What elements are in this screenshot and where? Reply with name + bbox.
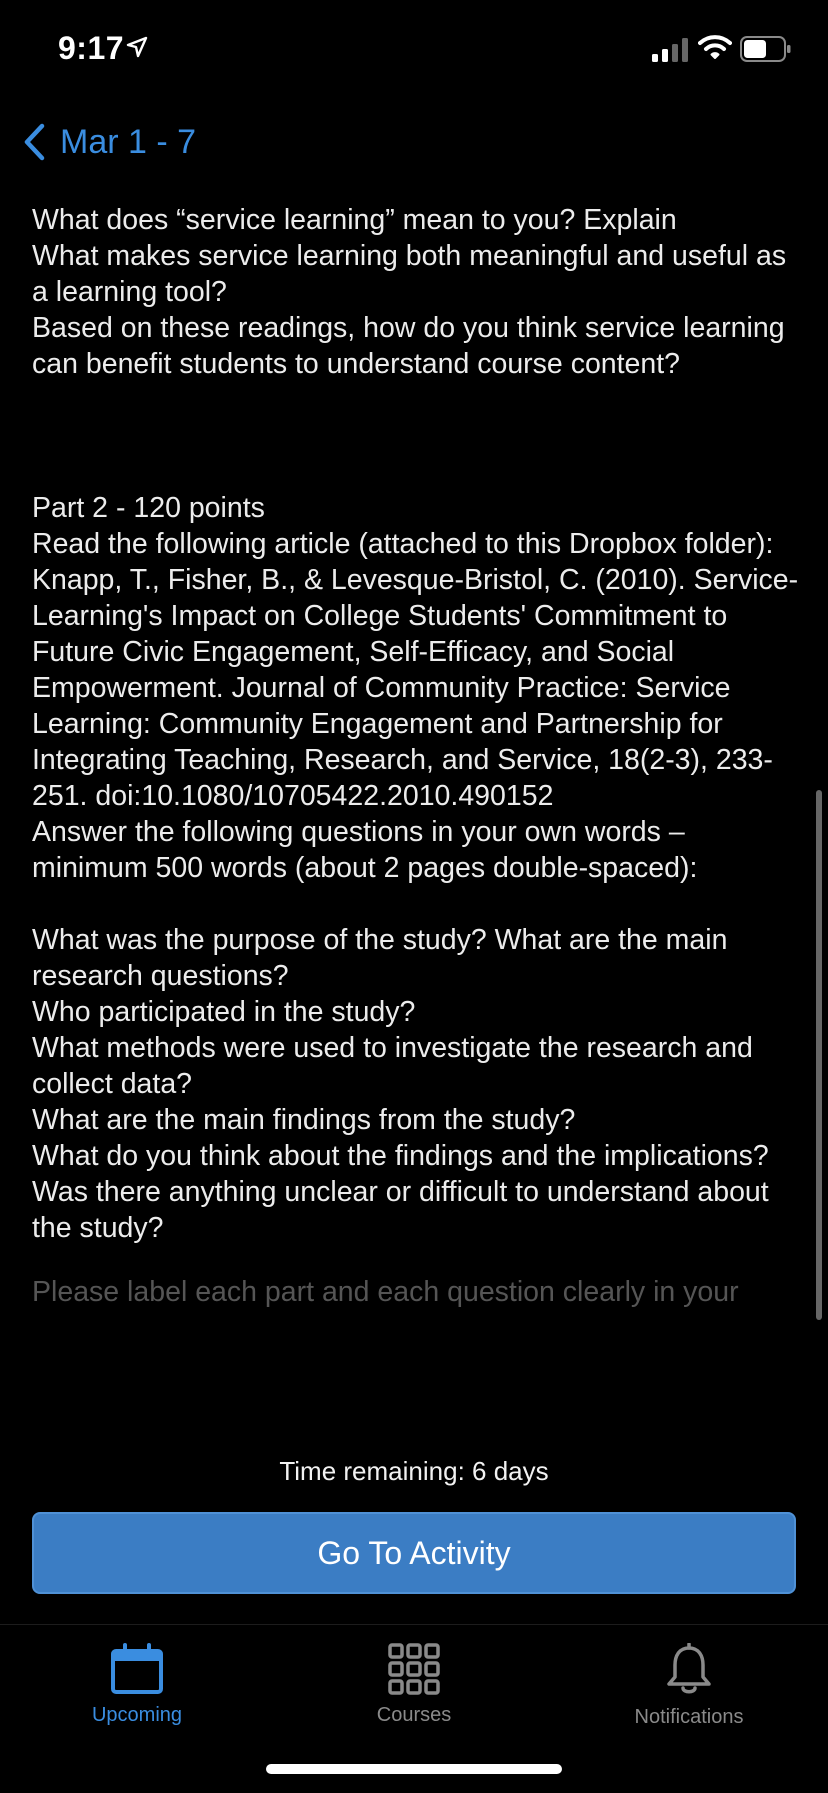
tab-courses[interactable]: [314, 1643, 514, 1727]
question-findings: What are the main findings from the study?: [32, 1104, 576, 1136]
tab-courses-label: Courses: [376, 1704, 452, 1726]
grid-icon: [388, 1643, 440, 1695]
tab-upcoming[interactable]: [37, 1643, 237, 1727]
content-fade: [0, 1408, 828, 1436]
tab-notifications[interactable]: [589, 1643, 789, 1729]
time-remaining: Time remaining: 6 days: [279, 1456, 549, 1486]
battery-icon: [740, 36, 792, 67]
wifi-icon: [698, 34, 732, 65]
calendar-icon: [110, 1643, 164, 1695]
part-2-heading: Part 2 - 120 points: [32, 492, 265, 524]
question-service-learning-meaning: What does “service learning” mean to you? Explain: [32, 204, 677, 236]
read-article-instruction: Read the following article (attached to this Dropbox folder):: [32, 528, 774, 560]
question-meaningful-useful: What makes service learning both meaningful and useful as a learning tool?: [32, 240, 787, 308]
home-indicator[interactable]: [266, 1764, 562, 1774]
question-implications: What do you think about the findings and the implications?: [32, 1140, 769, 1172]
question-purpose: What was the purpose of the study? What are the main research questions?: [32, 924, 728, 992]
status-time: 9:17: [58, 30, 125, 66]
go-to-activity-button[interactable]: [32, 1512, 796, 1594]
answer-instructions: Answer the following questions in your own words – minimum 500 words (about 2 pages double-spaced):: [32, 816, 698, 884]
status-bar: [0, 0, 828, 100]
cellular-signal-icon: [652, 38, 690, 67]
question-participants: Who participated in the study?: [32, 996, 416, 1028]
scrollbar[interactable]: [816, 790, 822, 1320]
label-instruction-partial: Please label each part and each question clearly in your: [32, 1276, 739, 1308]
location-arrow-icon: [126, 36, 148, 63]
article-citation: Knapp, T., Fisher, B., & Levesque-Bristol, C. (2010). Service-Learning's Impact on College Students' Commitment to Future Civic Engagement, Self-Efficacy, and Social Empowerment. Journal of Community Practice: Service Learning: Community Engagement and Partnership for Integrating Teaching, Research, and Service, 18(2-3), 233-251. doi:10.1080/10705422.2010.490152: [32, 564, 799, 812]
chevron-left-icon: [22, 123, 46, 161]
back-button-label: Mar 1 - 7: [60, 122, 197, 161]
tab-notifications-label: Notifications: [634, 1706, 744, 1728]
bell-icon: [665, 1643, 713, 1697]
question-methods: What methods were used to investigate the research and collect data?: [32, 1032, 753, 1100]
question-unclear: Was there anything unclear or difficult to understand about the study?: [32, 1176, 769, 1244]
back-button[interactable]: [22, 118, 196, 166]
tab-upcoming-label: Upcoming: [91, 1704, 183, 1726]
question-benefit-students: Based on these readings, how do you think service learning can benefit students to understand course content?: [32, 312, 785, 380]
activity-description: [32, 202, 802, 1430]
go-to-activity-label: Go To Activity: [317, 1534, 511, 1571]
